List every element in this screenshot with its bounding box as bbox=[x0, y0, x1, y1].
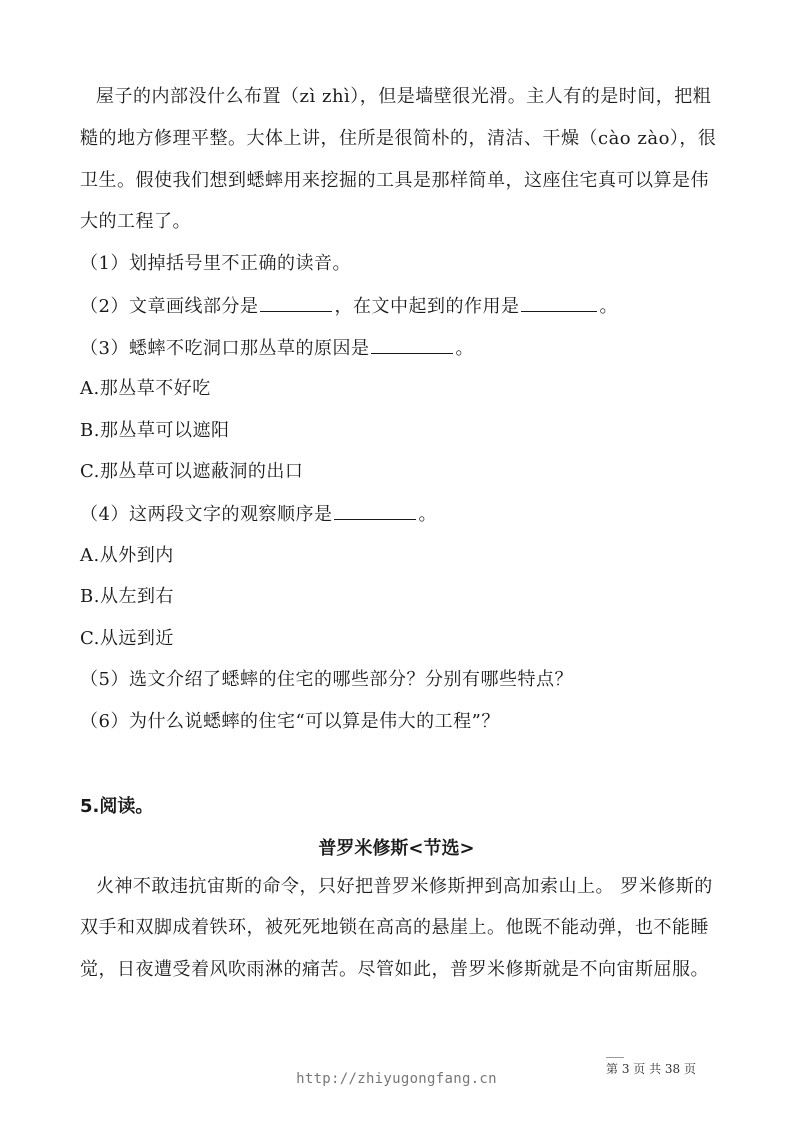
page-counter: 第 3 页 共 38 页 bbox=[606, 1062, 696, 1076]
question-4-option-b: B.从左到右 bbox=[80, 586, 174, 607]
passage-title: 普罗米修斯<节选> bbox=[318, 838, 475, 859]
question-3-option-b: B.那丛草可以遮阳 bbox=[80, 420, 230, 441]
question-3-option-a: A.那丛草不好吃 bbox=[80, 378, 211, 399]
passage-line-4: 大的工程了。 bbox=[80, 211, 191, 232]
answer-blank-4[interactable] bbox=[334, 503, 416, 520]
question-4-option-c: C.从远到近 bbox=[80, 628, 174, 649]
section-heading: 5.阅读。 bbox=[80, 796, 154, 817]
question-2-text-a: （2）文章画线部分是 bbox=[80, 296, 259, 317]
section5-line-1: 火神不敢违抗宙斯的命令，只好把普罗米修斯押到高加索山上。 罗米修斯的 bbox=[96, 876, 713, 897]
question-3-text-b: 。 bbox=[455, 338, 474, 359]
footer-rule bbox=[606, 1057, 624, 1058]
question-4 bbox=[80, 503, 437, 526]
answer-blank-2a[interactable] bbox=[260, 295, 332, 312]
question-2-text-b: ，在文中起到的作用是 bbox=[334, 296, 520, 317]
question-2-text-c: 。 bbox=[599, 296, 618, 317]
passage-line-3: 卫生。假使我们想到蟋蟀用来挖掘的工具是那样简单，这座住宅真可以算是伟 bbox=[80, 170, 709, 191]
passage-line-2: 糙的地方修理平整。大体上讲，住所是很简朴的，清洁、干燥（cào zào），很 bbox=[80, 128, 717, 149]
answer-blank-3[interactable] bbox=[371, 337, 453, 354]
section5-line-3: 觉，日夜遭受着风吹雨淋的痛苦。尽管如此，普罗米修斯就是不向宙斯屈服。 bbox=[80, 959, 709, 980]
question-4-text-b: 。 bbox=[418, 504, 437, 525]
question-6: （6）为什么说蟋蟀的住宅“可以算是伟大的工程”？ bbox=[80, 711, 500, 732]
question-1: （1）划掉括号里不正确的读音。 bbox=[80, 253, 351, 274]
question-5: （5）选文介绍了蟋蟀的住宅的哪些部分？分别有哪些特点？ bbox=[80, 669, 573, 690]
question-3 bbox=[80, 337, 474, 360]
passage-line-1: 屋子的内部没什么布置（zì zhì），但是墙壁很光滑。主人有的是时间，把粗 bbox=[96, 86, 712, 107]
section5-line-2: 双手和双脚成着铁环，被死死地锁在高高的悬崖上。他既不能动弹，也不能睡 bbox=[80, 917, 709, 938]
watermark-url: http://zhiyugongfang.cn bbox=[296, 1071, 497, 1087]
question-4-text-a: （4）这两段文字的观察顺序是 bbox=[80, 504, 333, 525]
answer-blank-2b[interactable] bbox=[521, 295, 597, 312]
question-3-option-c: C.那丛草可以遮蔽洞的出口 bbox=[80, 461, 304, 482]
question-2 bbox=[80, 295, 618, 318]
question-3-text-a: （3）蟋蟀不吃洞口那丛草的原因是 bbox=[80, 338, 370, 359]
question-4-option-a: A.从外到内 bbox=[80, 545, 174, 566]
